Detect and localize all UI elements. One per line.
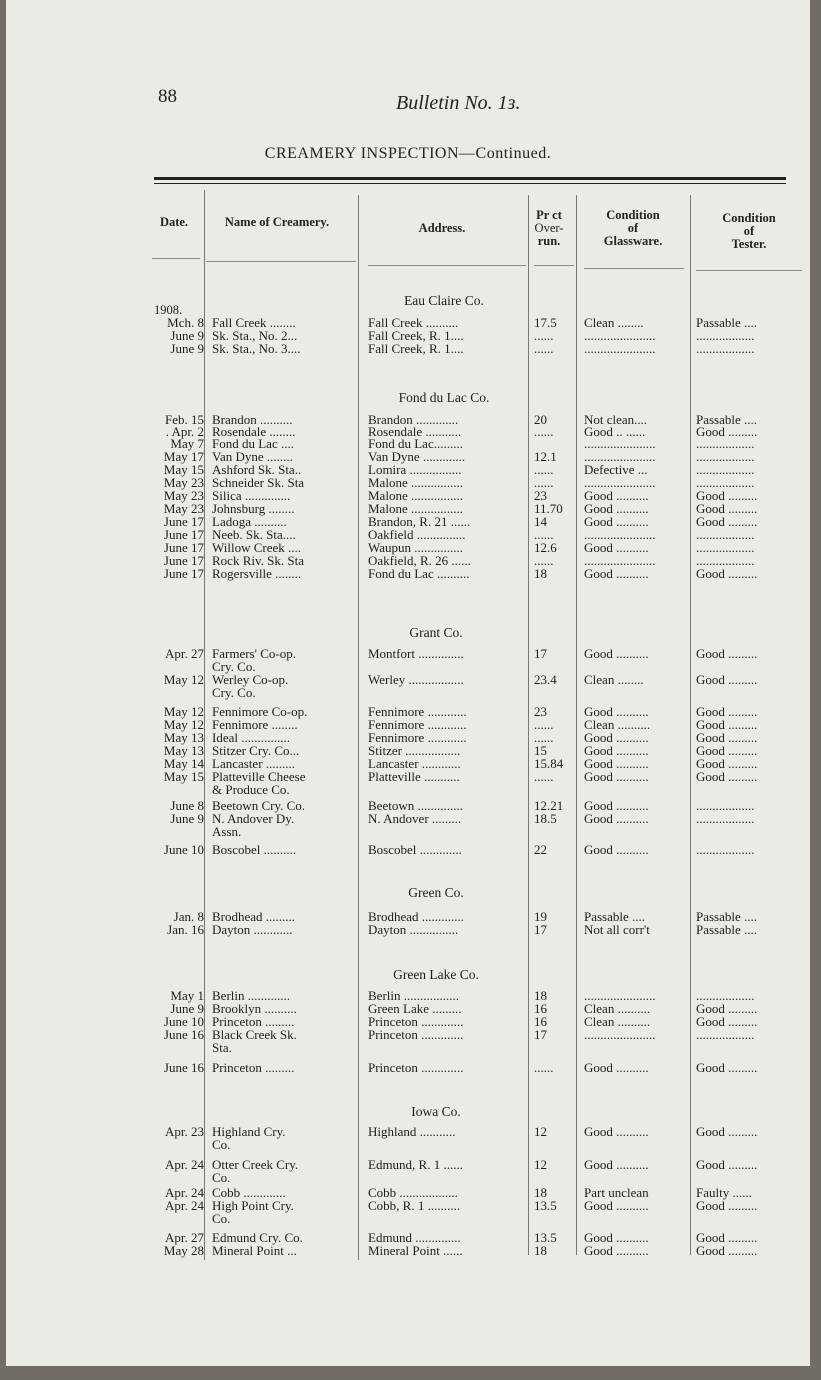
address-cell: Oakfield ............... xyxy=(368,527,466,542)
header-underline xyxy=(206,261,356,262)
glassware-cell: ...................... xyxy=(584,475,656,490)
date-cell: June 9 xyxy=(170,328,204,343)
tester-cell: .................. xyxy=(696,1027,755,1042)
creamery-cell: Rogersville ........ xyxy=(212,566,302,581)
tester-cell: .................. xyxy=(696,449,755,464)
date-cell: June 10 xyxy=(163,842,204,857)
header-underline xyxy=(368,265,526,266)
overrun-cell: 16 xyxy=(534,1014,547,1029)
tester-cell: Good ......... xyxy=(696,1243,758,1258)
date-cell: Apr. 27 xyxy=(165,646,204,661)
date-cell: Apr. 24 xyxy=(165,1157,204,1172)
overrun-cell: 18 xyxy=(534,988,547,1003)
date-cell: May 23 xyxy=(163,501,204,516)
glassware-cell: Good .......... xyxy=(584,730,649,745)
creamery-cell: Fennimore ........ xyxy=(212,717,298,732)
creamery-cell: Fennimore Co-op. xyxy=(212,704,308,719)
address-cell: Platteville ........... xyxy=(368,769,460,784)
tester-cell: Good ......... xyxy=(696,566,758,581)
address-cell: Princeton ............. xyxy=(368,1014,464,1029)
date-cell: Apr. 23 xyxy=(165,1124,204,1139)
creamery-cell: Neeb. Sk. Sta.... xyxy=(212,527,296,542)
creamery-cell: Van Dyne ........ xyxy=(212,449,293,464)
date-cell: June 17 xyxy=(163,514,204,529)
tester-cell: Good ......... xyxy=(696,488,758,503)
creamery-cell: Ladoga .......... xyxy=(212,514,287,529)
address-cell: Van Dyne ............. xyxy=(368,449,466,464)
tester-cell: Passable .... xyxy=(696,315,758,330)
address-cell: Boscobel ............. xyxy=(368,842,462,857)
date-cell: Jan. 8 xyxy=(173,909,204,924)
tester-cell: Good ......... xyxy=(696,769,758,784)
glassware-cell: Clean .......... xyxy=(584,1014,651,1029)
date-cell: Jan. 16 xyxy=(167,922,204,937)
glassware-cell: Good .......... xyxy=(584,769,649,784)
overrun-cell: ...... xyxy=(534,1060,554,1075)
creamery-cell: Fond du Lac .... xyxy=(212,436,294,451)
tester-cell: Passable .... xyxy=(696,412,758,427)
glassware-cell: Good .......... xyxy=(584,1230,649,1245)
creamery-cell: Sk. Sta., No. 2... xyxy=(212,328,298,343)
overrun-cell: 23 xyxy=(534,488,547,503)
creamery-cell: Werley Co-op. xyxy=(212,672,289,687)
creamery-cell: Mineral Point ... xyxy=(212,1243,297,1258)
glassware-cell: ...................... xyxy=(584,328,656,343)
overrun-cell: 18 xyxy=(534,1185,547,1200)
date-cell: Apr. 24 xyxy=(165,1185,204,1200)
address-cell: Fall Creek .......... xyxy=(368,315,459,330)
creamery-cell: Fall Creek ........ xyxy=(212,315,296,330)
date-cell: June 9 xyxy=(170,811,204,826)
date-cell: May 12 xyxy=(163,672,204,687)
county-heading: Iowa Co. xyxy=(411,1104,461,1119)
header-address: Address. xyxy=(418,221,466,235)
creamery-cell: High Point Cry. xyxy=(212,1198,294,1213)
glassware-cell: Not clean.... xyxy=(584,412,648,427)
creamery-cell: Cry. Co. xyxy=(212,659,256,674)
creamery-cell: Beetown Cry. Co. xyxy=(212,798,306,813)
address-cell: N. Andover ......... xyxy=(368,811,462,826)
glassware-cell: ...................... xyxy=(584,553,656,568)
creamery-cell: Farmers' Co-op. xyxy=(212,646,296,661)
tester-cell: Passable .... xyxy=(696,922,758,937)
header-underline xyxy=(696,270,802,271)
overrun-cell: ...... xyxy=(534,462,554,477)
tester-cell: .................. xyxy=(696,527,755,542)
creamery-cell: Sta. xyxy=(212,1040,232,1055)
creamery-cell: Ideal ............... xyxy=(212,730,290,745)
address-cell: Waupun ............... xyxy=(368,540,463,555)
header-tester xyxy=(694,212,804,251)
date-cell: June 17 xyxy=(163,527,204,542)
county-heading: Fond du Lac Co. xyxy=(398,390,490,405)
overrun-cell: ...... xyxy=(534,730,554,745)
overrun-cell: 14 xyxy=(534,514,547,529)
creamery-cell: Johnsburg ........ xyxy=(212,501,295,516)
top-rule-thick xyxy=(154,177,786,180)
tester-cell: .................. xyxy=(696,341,755,356)
overrun-cell: ...... xyxy=(534,717,554,732)
address-cell: Beetown .............. xyxy=(368,798,463,813)
glassware-cell: ...................... xyxy=(584,341,656,356)
glassware-cell: Part unclean xyxy=(584,1185,649,1200)
creamery-cell: Silica .............. xyxy=(212,488,291,503)
creamery-cell: Stitzer Cry. Co... xyxy=(212,743,300,758)
date-cell: May 23 xyxy=(163,488,204,503)
creamery-cell: Highland Cry. xyxy=(212,1124,286,1139)
date-cell: May 13 xyxy=(163,730,204,745)
address-cell: Montfort .............. xyxy=(368,646,464,661)
overrun-cell: 17.5 xyxy=(534,315,557,330)
date-cell: May 15 xyxy=(163,462,204,477)
address-cell: Highland ........... xyxy=(368,1124,456,1139)
date-cell: June 8 xyxy=(170,798,204,813)
top-rule-thin xyxy=(154,183,786,184)
overrun-cell: 13.5 xyxy=(534,1198,557,1213)
county-heading: Eau Claire Co. xyxy=(404,293,484,308)
creamery-cell: Rosendale ........ xyxy=(212,424,296,439)
glassware-cell: Good .......... xyxy=(584,514,649,529)
glassware-cell: Good .......... xyxy=(584,743,649,758)
date-cell: Feb. 15 xyxy=(165,412,204,427)
tester-cell: .................. xyxy=(696,811,755,826)
creamery-cell: Sk. Sta., No. 3.... xyxy=(212,341,301,356)
date-cell: June 16 xyxy=(163,1027,204,1042)
tester-cell: Good ......... xyxy=(696,1198,758,1213)
address-cell: Fond du Lac......... xyxy=(368,436,463,451)
glassware-cell: Passable .... xyxy=(584,909,646,924)
column-divider xyxy=(576,195,577,1255)
address-cell: Lancaster ............ xyxy=(368,756,461,771)
header-underline xyxy=(534,265,574,266)
date-cell: May 15 xyxy=(163,769,204,784)
header-name: Name of Creamery. xyxy=(224,215,330,229)
address-cell: Lomira ................ xyxy=(368,462,462,477)
overrun-cell: 23 xyxy=(534,704,547,719)
glassware-cell: Good .......... xyxy=(584,1124,649,1139)
tester-cell: Passable .... xyxy=(696,909,758,924)
overrun-cell: 17 xyxy=(534,646,547,661)
address-cell: Fennimore ............ xyxy=(368,717,467,732)
tester-cell: .................. xyxy=(696,462,755,477)
county-heading: Green Lake Co. xyxy=(393,967,479,982)
header-tester-line2: of xyxy=(743,224,755,238)
tester-cell: Good ......... xyxy=(696,672,758,687)
glassware-cell: Good .......... xyxy=(584,811,649,826)
county-heading: Green Co. xyxy=(408,885,464,900)
address-cell: Berlin ................. xyxy=(368,988,459,1003)
creamery-cell: Edmund Cry. Co. xyxy=(212,1230,303,1245)
address-cell: Brandon, R. 21 ...... xyxy=(368,514,471,529)
glassware-cell: Clean .......... xyxy=(584,1001,651,1016)
glassware-cell: Clean ........ xyxy=(584,672,644,687)
overrun-cell: ...... xyxy=(534,328,554,343)
overrun-cell: 12 xyxy=(534,1124,547,1139)
overrun-cell: ...... xyxy=(534,553,554,568)
overrun-cell: 18 xyxy=(534,566,547,581)
header-overrun-line3: run. xyxy=(537,234,561,248)
year-label: 1908. xyxy=(154,303,183,317)
creamery-cell: Cobb ............. xyxy=(212,1185,286,1200)
address-cell: Rosendale ........... xyxy=(368,424,462,439)
header-overrun xyxy=(526,209,572,248)
header-underline xyxy=(152,258,200,259)
glassware-cell: ...................... xyxy=(584,449,656,464)
address-cell: Mineral Point ...... xyxy=(368,1243,463,1258)
address-cell: Cobb .................. xyxy=(368,1185,458,1200)
creamery-cell: Otter Creek Cry. xyxy=(212,1157,299,1172)
overrun-cell: 13.5 xyxy=(534,1230,557,1245)
creamery-cell: Assn. xyxy=(212,824,242,839)
creamery-cell: Co. xyxy=(212,1137,231,1152)
glassware-cell: Good .......... xyxy=(584,1198,649,1213)
address-cell: Malone ................ xyxy=(368,501,463,516)
tester-cell: Good ......... xyxy=(696,1001,758,1016)
address-cell: Malone ................ xyxy=(368,488,463,503)
address-cell: Fennimore ............ xyxy=(368,704,467,719)
tester-cell: Good ......... xyxy=(696,646,758,661)
creamery-cell: Willow Creek .... xyxy=(212,540,302,555)
address-cell: Green Lake ......... xyxy=(368,1001,462,1016)
glassware-cell: Good .......... xyxy=(584,798,649,813)
tester-cell: Good ......... xyxy=(696,1060,758,1075)
overrun-cell: 22 xyxy=(534,842,547,857)
address-cell: Oakfield, R. 26 ...... xyxy=(368,553,471,568)
creamery-cell: Brodhead ......... xyxy=(212,909,296,924)
address-cell: Fennimore ............ xyxy=(368,730,467,745)
header-glassware-line2: of xyxy=(627,221,639,235)
date-cell: May 28 xyxy=(163,1243,204,1258)
tester-cell: .................. xyxy=(696,328,755,343)
glassware-cell: Good .......... xyxy=(584,842,649,857)
tester-cell: Good ......... xyxy=(696,717,758,732)
glassware-cell: ...................... xyxy=(584,1027,656,1042)
creamery-cell: Rock Riv. Sk. Sta xyxy=(212,553,304,568)
glassware-cell: Good .......... xyxy=(584,1060,649,1075)
overrun-cell: 18 xyxy=(534,1243,547,1258)
overrun-cell: ...... xyxy=(534,424,554,439)
glassware-cell: Not all corr't xyxy=(584,922,650,937)
glassware-cell: Good .. ...... xyxy=(584,424,646,439)
date-cell: . Apr. 2 xyxy=(165,424,204,439)
address-cell: Princeton ............. xyxy=(368,1027,464,1042)
creamery-cell: Brandon .......... xyxy=(212,412,293,427)
overrun-cell: ...... xyxy=(534,475,554,490)
glassware-cell: ...................... xyxy=(584,988,656,1003)
tester-cell: Good ......... xyxy=(696,743,758,758)
tester-cell: .................. xyxy=(696,798,755,813)
column-divider xyxy=(204,190,205,1260)
creamery-cell: Black Creek Sk. xyxy=(212,1027,297,1042)
tester-cell: .................. xyxy=(696,475,755,490)
glassware-cell: Good .......... xyxy=(584,488,649,503)
address-cell: Edmund, R. 1 ...... xyxy=(368,1157,463,1172)
glassware-cell: Good .......... xyxy=(584,704,649,719)
tester-cell: Faulty ...... xyxy=(696,1185,752,1200)
tester-cell: Good ......... xyxy=(696,1157,758,1172)
glassware-cell: Clean ........ xyxy=(584,315,644,330)
glassware-cell: Defective ... xyxy=(584,462,648,477)
tester-cell: .................. xyxy=(696,988,755,1003)
date-cell: May 17 xyxy=(163,449,204,464)
address-cell: Malone ................ xyxy=(368,475,463,490)
overrun-cell: 17 xyxy=(534,922,547,937)
creamery-cell: Schneider Sk. Sta xyxy=(212,475,305,490)
header-glassware xyxy=(578,209,688,248)
address-cell: Dayton ............... xyxy=(368,922,459,937)
date-cell: June 16 xyxy=(163,1060,204,1075)
tester-cell: Good ......... xyxy=(696,514,758,529)
overrun-cell: ...... xyxy=(534,341,554,356)
overrun-cell: 17 xyxy=(534,1027,547,1042)
bulletin-title: Bulletin No. 1ɜ. xyxy=(396,92,521,114)
creamery-cell: Co. xyxy=(212,1211,231,1226)
creamery-cell: Princeton ......... xyxy=(212,1060,295,1075)
overrun-cell: ...... xyxy=(534,527,554,542)
overrun-cell: 12.21 xyxy=(534,798,564,813)
address-cell: Werley ................. xyxy=(368,672,464,687)
header-tester-line1: Condition xyxy=(722,211,776,225)
tester-cell: .................. xyxy=(696,553,755,568)
overrun-cell: 16 xyxy=(534,1001,547,1016)
creamery-cell: N. Andover Dy. xyxy=(212,811,295,826)
column-divider xyxy=(358,195,359,1260)
header-tester-line3: Tester. xyxy=(731,237,767,251)
glassware-cell: Good .......... xyxy=(584,756,649,771)
header-glassware-line1: Condition xyxy=(606,208,660,222)
date-cell: June 17 xyxy=(163,553,204,568)
glassware-cell: Good .......... xyxy=(584,540,649,555)
address-cell: Edmund .............. xyxy=(368,1230,461,1245)
date-cell: May 13 xyxy=(163,743,204,758)
tester-cell: Good ......... xyxy=(696,1124,758,1139)
date-cell: May 12 xyxy=(163,717,204,732)
overrun-cell: 15 xyxy=(534,743,547,758)
header-overrun-line2: Over- xyxy=(534,221,564,235)
tester-cell: Good ......... xyxy=(696,501,758,516)
tester-cell: Good ......... xyxy=(696,1014,758,1029)
tester-cell: .................. xyxy=(696,436,755,451)
creamery-cell: Platteville Cheese xyxy=(212,769,306,784)
tester-cell: Good ......... xyxy=(696,704,758,719)
column-divider xyxy=(690,195,691,1255)
page xyxy=(6,0,810,1366)
date-cell: May 14 xyxy=(163,756,204,771)
creamery-cell: Berlin ............. xyxy=(212,988,290,1003)
overrun-cell: 12.1 xyxy=(534,449,557,464)
address-cell: Cobb, R. 1 .......... xyxy=(368,1198,461,1213)
creamery-cell: Lancaster ......... xyxy=(212,756,296,771)
creamery-cell: Co. xyxy=(212,1170,231,1185)
overrun-cell: 20 xyxy=(534,412,547,427)
header-underline xyxy=(584,268,684,269)
address-cell: Fall Creek, R. 1.... xyxy=(368,328,464,343)
tester-cell: Good ......... xyxy=(696,756,758,771)
header-date: Date. xyxy=(159,215,189,229)
glassware-cell: Good .......... xyxy=(584,566,649,581)
glassware-cell: ...................... xyxy=(584,527,656,542)
column-divider xyxy=(528,195,529,1255)
tester-cell: Good ......... xyxy=(696,730,758,745)
glassware-cell: Good .......... xyxy=(584,501,649,516)
date-cell: Mch. 8 xyxy=(167,315,204,330)
glassware-cell: Clean .......... xyxy=(584,717,651,732)
date-cell: June 9 xyxy=(170,1001,204,1016)
creamery-cell: Boscobel .......... xyxy=(212,842,297,857)
glassware-cell: ...................... xyxy=(584,436,656,451)
address-cell: Fond du Lac .......... xyxy=(368,566,470,581)
overrun-cell: ...... xyxy=(534,769,554,784)
glassware-cell: Good .......... xyxy=(584,1157,649,1172)
county-heading: Grant Co. xyxy=(409,625,463,640)
date-cell: June 10 xyxy=(163,1014,204,1029)
address-cell: Fall Creek, R. 1.... xyxy=(368,341,464,356)
creamery-cell: Cry. Co. xyxy=(212,685,256,700)
header-glassware-line3: Glassware. xyxy=(603,234,663,248)
table-title: CREAMERY INSPECTION—Continued. xyxy=(264,145,552,162)
overrun-cell: 12 xyxy=(534,1157,547,1172)
date-cell: June 9 xyxy=(170,341,204,356)
address-cell: Stitzer ................. xyxy=(368,743,461,758)
glassware-cell: Good .......... xyxy=(584,646,649,661)
date-cell: May 23 xyxy=(163,475,204,490)
overrun-cell: 23.4 xyxy=(534,672,557,687)
creamery-cell: Brooklyn .......... xyxy=(212,1001,297,1016)
tester-cell: .................. xyxy=(696,540,755,555)
date-cell: Apr. 24 xyxy=(165,1198,204,1213)
date-cell: Apr. 27 xyxy=(165,1230,204,1245)
page-number: 88 xyxy=(158,86,177,107)
date-cell: June 17 xyxy=(163,540,204,555)
glassware-cell: Good .......... xyxy=(584,1243,649,1258)
creamery-cell: & Produce Co. xyxy=(212,782,290,797)
date-cell: June 17 xyxy=(163,566,204,581)
date-cell: May 7 xyxy=(170,436,204,451)
tester-cell: .................. xyxy=(696,842,755,857)
creamery-cell: Princeton ......... xyxy=(212,1014,295,1029)
overrun-cell: 19 xyxy=(534,909,547,924)
address-cell: Brodhead ............. xyxy=(368,909,465,924)
tester-cell: Good ......... xyxy=(696,424,758,439)
creamery-cell: Ashford Sk. Sta.. xyxy=(212,462,302,477)
overrun-cell: 15.84 xyxy=(534,756,564,771)
address-cell: Princeton ............. xyxy=(368,1060,464,1075)
overrun-cell: 11.70 xyxy=(534,501,563,516)
address-cell: Brandon ............. xyxy=(368,412,459,427)
date-cell: May 12 xyxy=(163,704,204,719)
tester-cell: Good ......... xyxy=(696,1230,758,1245)
date-cell: May 1 xyxy=(170,988,204,1003)
header-overrun-line1: Pr ct xyxy=(536,208,562,222)
overrun-cell: 12.6 xyxy=(534,540,557,555)
overrun-cell: 18.5 xyxy=(534,811,557,826)
creamery-cell: Dayton ............ xyxy=(212,922,293,937)
